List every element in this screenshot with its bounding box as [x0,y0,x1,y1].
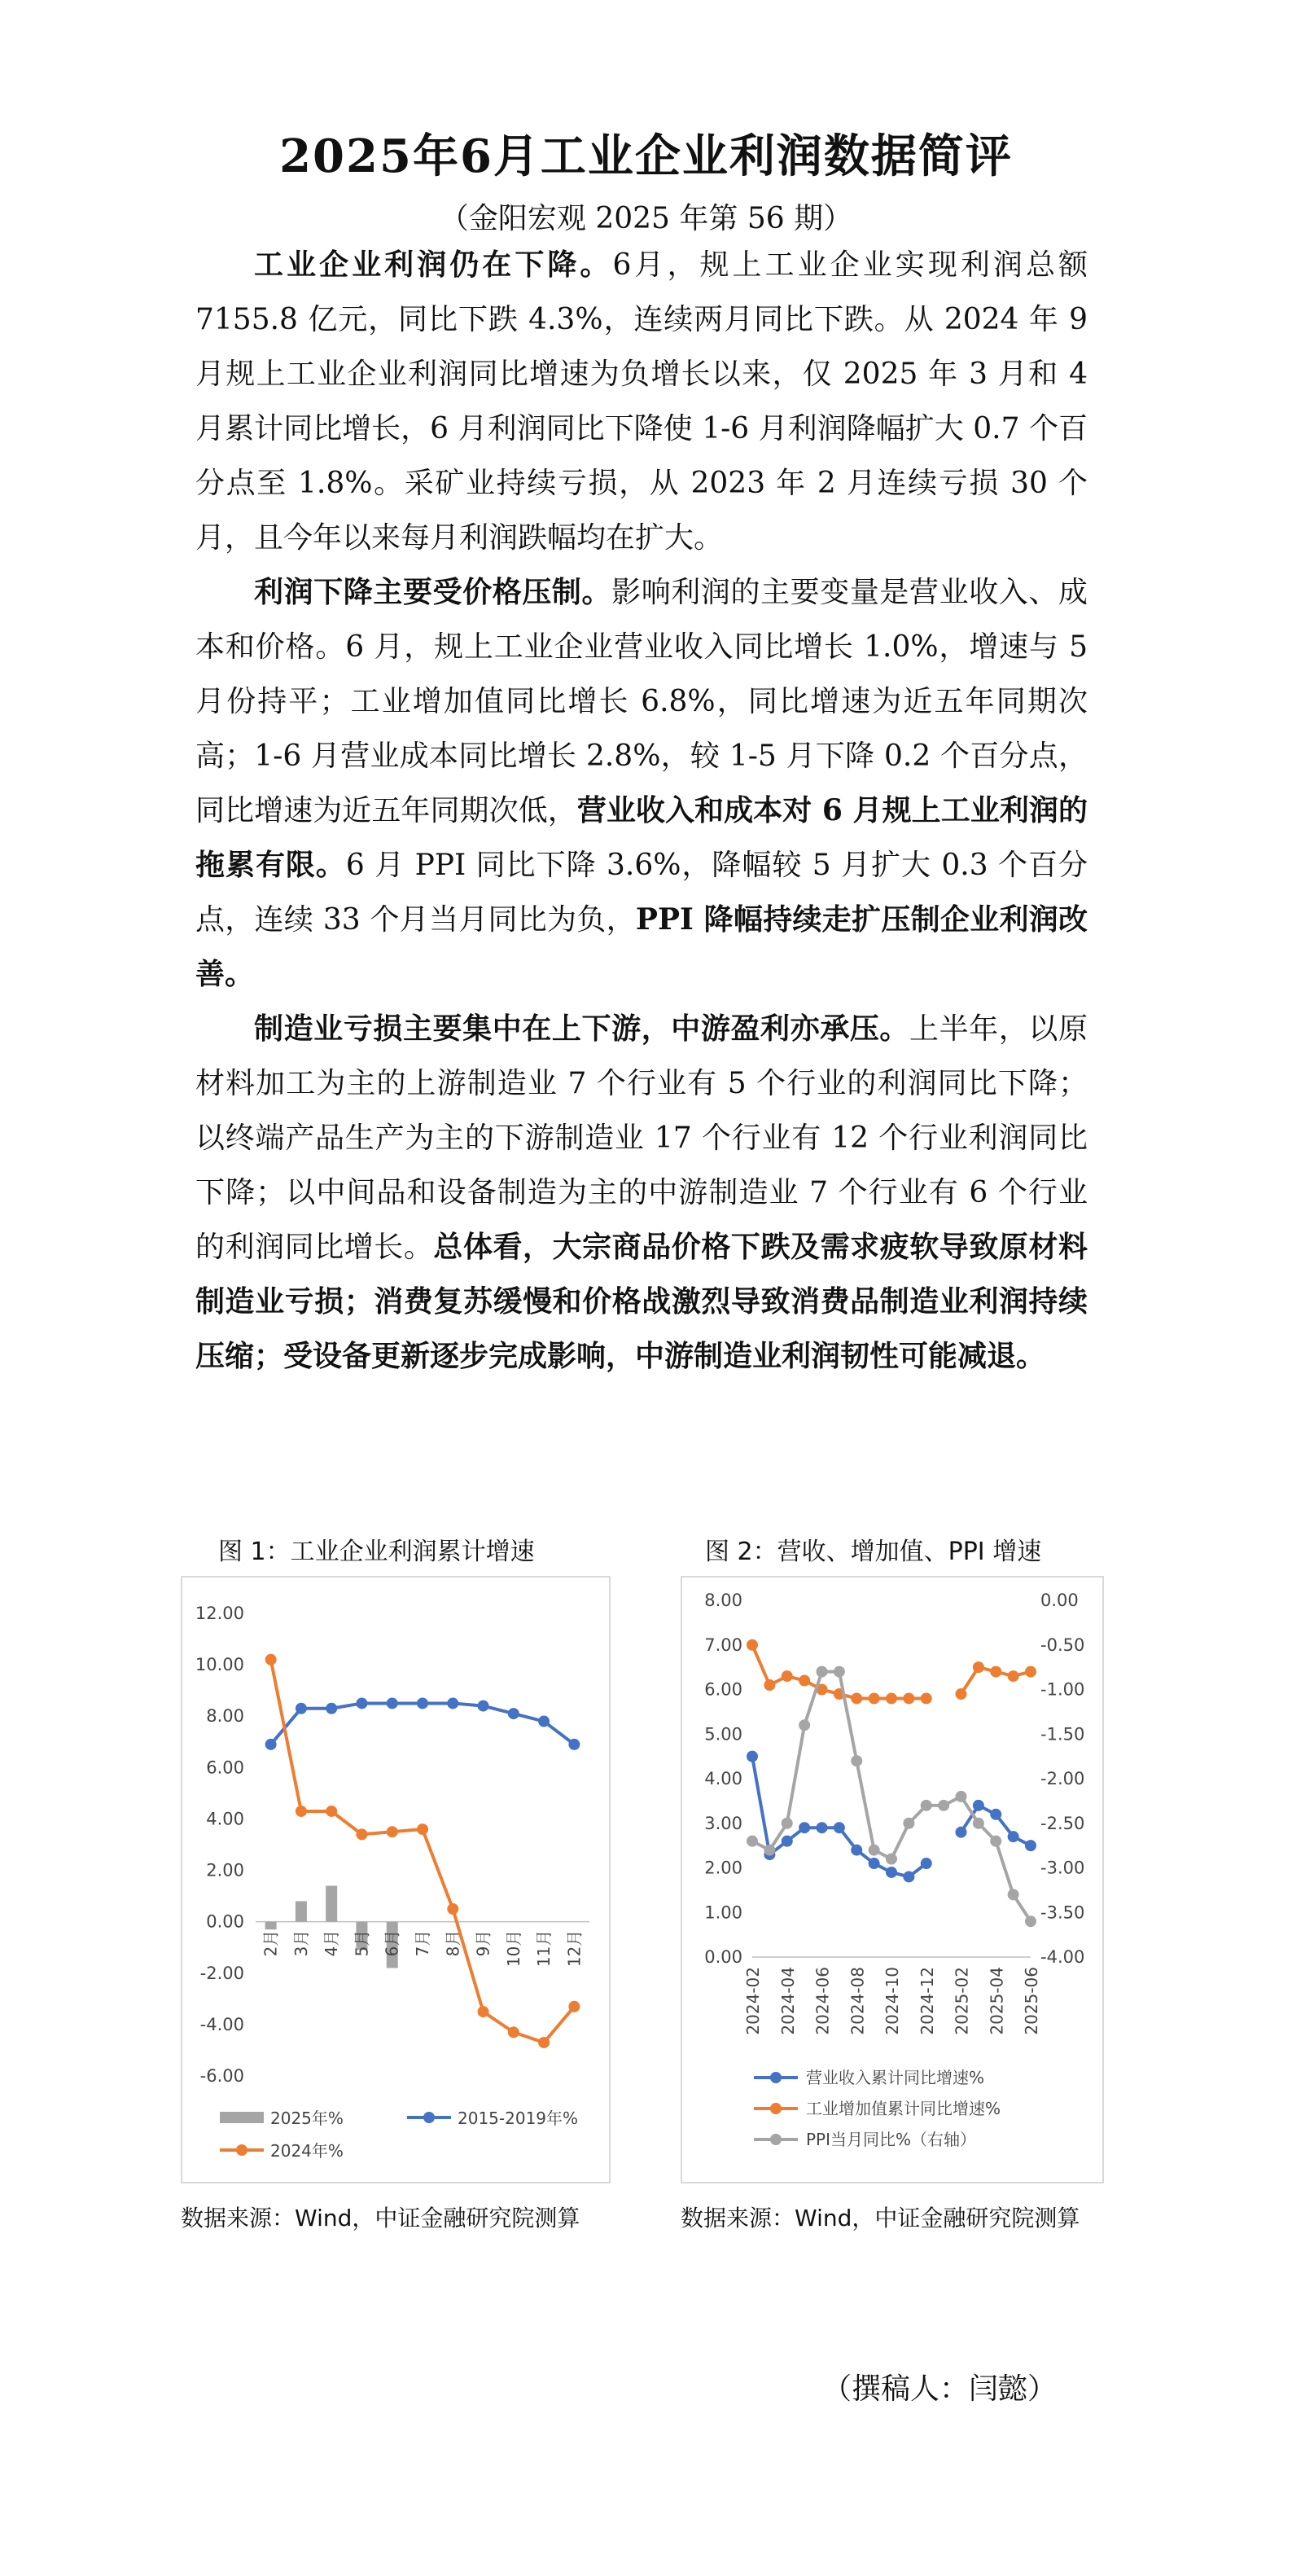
figure-2-title: 图 2：营收、增加值、PPI 增速 [705,1538,1042,1566]
paragraph-1-text: 6月，规上工业企业实现利润总额 7155.8 亿元，同比下跌 4.3%，连续两月同比下跌。从 2024 年 9 月规上工业企业利润同比增速为负增长以来，仅 2025 年 3 月和 4 月累计同比增长，6 月利润同比下降使 1-6 月利润降幅扩大 0.7 个百分点至 1.8%。采矿业持续亏损，从 2023 年 2 月连续亏损 30 个月，且今年以来每月利润跌幅均在扩大。 [195,248,1088,555]
paragraph-2-text-b: 6 月 PPI 同比下降 3.6%，降幅较 5 月扩大 0.3 个百分点，连续 33 个月当月同比为负， [195,849,1088,937]
line-ppi-point [921,1800,932,1811]
line-revenue-point [834,1822,845,1833]
figure-2-chart [681,1576,1104,2183]
paragraph-3-text: 上半年，以原材料加工为主的上游制造业 7 个行业有 5 个行业的利润同比下降；以终端产品生产为主的下游制造业 17 个行业有 12 个行业利润同比下降；以中间品和设备制造为主的中游制造业 7 个行业有 6 个行业的利润同比增长。 [195,1012,1088,1264]
paragraph-3-bold: 总体看，大宗商品价格下跌及需求疲软导致原材料制造业亏损；消费复苏缓慢和价格战激烈导致消费品制造业利润持续压缩；受设备更新逐步完成影响，中游制造业利润韧性可能减退。 [195,1230,1088,1373]
line-value-added-point [956,1688,967,1700]
x-tick-label: 5月 [352,1929,372,1957]
line-ppi-point [886,1854,897,1865]
x-tick-label: 12月 [564,1929,585,1968]
y-tick-label: 12.00 [195,1604,244,1623]
line-revenue-point [903,1871,914,1882]
line-2024-point [417,1823,428,1835]
line-value-added-legend-label: 工业增加值累计同比增速% [806,2099,1001,2118]
paragraph-2-lead: 利润下降主要受价格压制。 [254,575,612,609]
x-tick-label: 2月 [261,1929,281,1957]
line-2024-point [508,2026,519,2038]
line-2015-2019-point [538,1716,550,1727]
line-revenue-point [1025,1840,1036,1851]
line-ppi-point [851,1755,862,1766]
line-revenue-point [921,1858,932,1869]
line-revenue-point [1008,1831,1019,1842]
legend-label-2015-2019: 2015-2019年% [458,2109,579,2128]
y-right-tick-label: 0.00 [1040,1591,1079,1610]
line-ppi-point [799,1719,810,1731]
y-left-tick-label: 0.00 [704,1947,742,1967]
legend-marker-2024 [236,2144,247,2156]
line-2015-2019-point [356,1697,367,1709]
line-ppi-point [938,1800,949,1811]
line-revenue-point [956,1827,967,1838]
line-ppi-point [990,1836,1001,1847]
line-ppi-point [956,1791,967,1802]
y-right-tick-label: -0.50 [1040,1635,1085,1655]
line-ppi-point [817,1666,828,1678]
line-ppi [752,1672,1031,1922]
line-ppi-point [764,1845,775,1856]
line-ppi-legend-marker [770,2134,782,2145]
figure-2-svg [682,1578,1102,2182]
line-ppi-point [869,1845,880,1856]
paragraph-2-bold-b: PPI 降幅持续走扩压制企业利润改善。 [195,902,1088,991]
x-tick-label: 2025-04 [987,1967,1007,2035]
y-right-tick-label: -3.00 [1040,1858,1085,1878]
y-right-tick-label: -2.00 [1040,1769,1085,1788]
y-left-tick-label: 8.00 [704,1591,742,1610]
line-2015-2019-point [508,1708,519,1719]
line-value-added-point [886,1692,897,1704]
line-revenue-point [886,1867,897,1878]
y-tick-label: 4.00 [206,1809,244,1829]
line-2024-point [356,1828,367,1840]
line-revenue-point [851,1845,862,1856]
y-tick-label: 8.00 [206,1706,244,1727]
line-2015-2019-point [478,1701,489,1712]
x-tick-label: 4月 [322,1929,342,1957]
line-value-added [752,1645,1031,1699]
x-tick-label: 6月 [382,1929,402,1957]
line-value-added-point [869,1692,880,1704]
x-tick-label: 2024-02 [743,1967,763,2035]
line-revenue-legend-marker [770,2072,782,2083]
line-value-added-point [1008,1670,1019,1682]
line-2015-2019 [271,1703,575,1744]
article-body [195,238,1088,1384]
y-left-tick-label: 3.00 [704,1813,742,1833]
line-value-added-legend-marker [770,2103,782,2114]
y-left-tick-label: 1.00 [704,1902,742,1923]
paragraph-2-bold-a: 营业收入和成本对 6 月规上工业利润的拖累有限。 [195,793,1088,882]
line-2015-2019-point [387,1697,398,1709]
line-revenue-point [799,1822,810,1833]
document-title: 2025年6月工业企业利润数据简评 [279,129,1013,183]
figure-1-title: 图 1：工业企业利润累计增速 [218,1538,535,1566]
legend-marker-2015-2019 [423,2112,435,2123]
x-tick-label: 2024-08 [847,1967,868,2035]
x-tick-label: 2025-06 [1022,1967,1041,2035]
line-2024-point [326,1806,337,1817]
y-tick-label: 2.00 [206,1860,244,1880]
line-revenue-legend-label: 营业收入累计同比增速% [806,2068,985,2087]
line-2015-2019-point [447,1697,458,1709]
y-tick-label: -6.00 [199,2066,244,2086]
author-note: （撰稿人：闫懿） [822,2372,1058,2406]
paragraph-1 [195,238,1088,565]
y-tick-label: 6.00 [206,1758,244,1778]
line-2015-2019-point [265,1739,277,1750]
y-right-tick-label: -2.50 [1040,1813,1085,1833]
y-tick-label: 10.00 [195,1655,244,1675]
y-tick-label: -2.00 [199,1963,244,1983]
line-value-added-point [747,1639,758,1651]
line-ppi-legend-label: PPI当月同比%（右轴） [806,2130,977,2149]
line-value-added-point [903,1692,914,1704]
line-2024-point [447,1903,458,1915]
line-2015-2019-point [296,1703,307,1714]
x-tick-label: 2024-12 [917,1967,937,2035]
line-revenue-point [990,1809,1001,1820]
line-value-added-point [973,1661,984,1673]
x-tick-label: 11月 [534,1929,554,1968]
line-value-added-point [764,1679,775,1691]
line-revenue-point [869,1858,880,1869]
line-value-added-point [1025,1666,1036,1678]
x-tick-label: 7月 [413,1929,432,1957]
x-tick-label: 2024-06 [812,1967,833,2035]
line-revenue-point [782,1836,793,1847]
y-left-tick-label: 4.00 [704,1769,742,1788]
figure-2-source: 数据来源：Wind，中证金融研究院测算 [681,2205,1080,2232]
line-2024-point [568,2001,580,2012]
legend-swatch-2025 [220,2112,264,2123]
figure-1-source: 数据来源：Wind，中证金融研究院测算 [181,2205,580,2232]
paragraph-2 [195,565,1088,1002]
legend-label-2024: 2024年% [270,2141,344,2161]
paragraph-2-text-a: 影响利润的主要变量是营业收入、成本和价格。6 月，规上工业企业营业收入同比增长 1.0%，增速与 5 月份持平；工业增加值同比增长 6.8%，同比增速为近五年同期次高；1-6 月营业成本同比增长 2.8%，较 1-5 月下降 0.2 个百分点，同比增速为近五年同期次低， [195,576,1088,827]
bar-2025 [296,1901,307,1921]
line-ppi-point [1008,1889,1019,1900]
y-left-tick-label: 7.00 [704,1635,742,1655]
document-subtitle: （金阳宏观 2025 年第 56 期） [439,202,853,235]
x-tick-label: 10月 [503,1929,523,1968]
line-value-added-point [799,1675,810,1687]
y-left-tick-label: 2.00 [704,1858,742,1878]
line-ppi-point [747,1836,758,1847]
line-ppi-point [973,1818,984,1829]
line-2015-2019-point [417,1697,428,1709]
line-2015-2019-point [568,1739,580,1750]
x-tick-label: 3月 [291,1929,311,1957]
line-value-added-point [990,1666,1001,1678]
x-tick-label: 2024-04 [777,1967,798,2035]
line-value-added-point [782,1670,793,1682]
y-tick-label: 0.00 [206,1911,244,1932]
paragraph-3-lead: 制造业亏损主要集中在上下游，中游盈利亦承压。 [254,1012,910,1046]
bar-2025 [265,1922,277,1929]
line-2024-point [387,1826,398,1837]
x-tick-label: 2025-02 [952,1967,972,2035]
y-right-tick-label: -3.50 [1040,1902,1085,1923]
line-revenue-point [747,1751,758,1762]
line-2015-2019-point [326,1703,337,1714]
y-left-tick-label: 6.00 [704,1679,742,1700]
line-ppi-point [834,1666,845,1678]
line-ppi-point [782,1818,793,1829]
line-2024-point [538,2037,550,2048]
line-revenue-point [973,1800,984,1811]
x-tick-label: 2024-10 [883,1967,902,2035]
bar-2025 [326,1885,337,1921]
paragraph-1-lead: 工业企业利润仍在下降。 [254,248,613,282]
line-revenue-point [817,1822,828,1833]
x-tick-label: 9月 [473,1929,493,1957]
line-ppi-point [1025,1916,1036,1927]
figure-1-chart [181,1576,611,2183]
line-2024-point [296,1806,307,1817]
line-ppi-point [903,1818,914,1829]
y-right-tick-label: -1.00 [1040,1679,1085,1700]
y-right-tick-label: -4.00 [1040,1947,1085,1967]
line-2024-point [478,2006,489,2017]
line-value-added-point [851,1692,862,1704]
legend-label-2025: 2025年% [270,2109,344,2128]
y-right-tick-label: -1.50 [1040,1724,1085,1744]
paragraph-3 [195,1002,1088,1384]
figure-1-svg [182,1578,609,2182]
y-tick-label: -4.00 [199,2014,244,2034]
line-value-added-point [921,1692,932,1704]
x-tick-label: 8月 [443,1929,463,1957]
y-left-tick-label: 5.00 [704,1724,742,1744]
line-2024-point [265,1654,277,1665]
